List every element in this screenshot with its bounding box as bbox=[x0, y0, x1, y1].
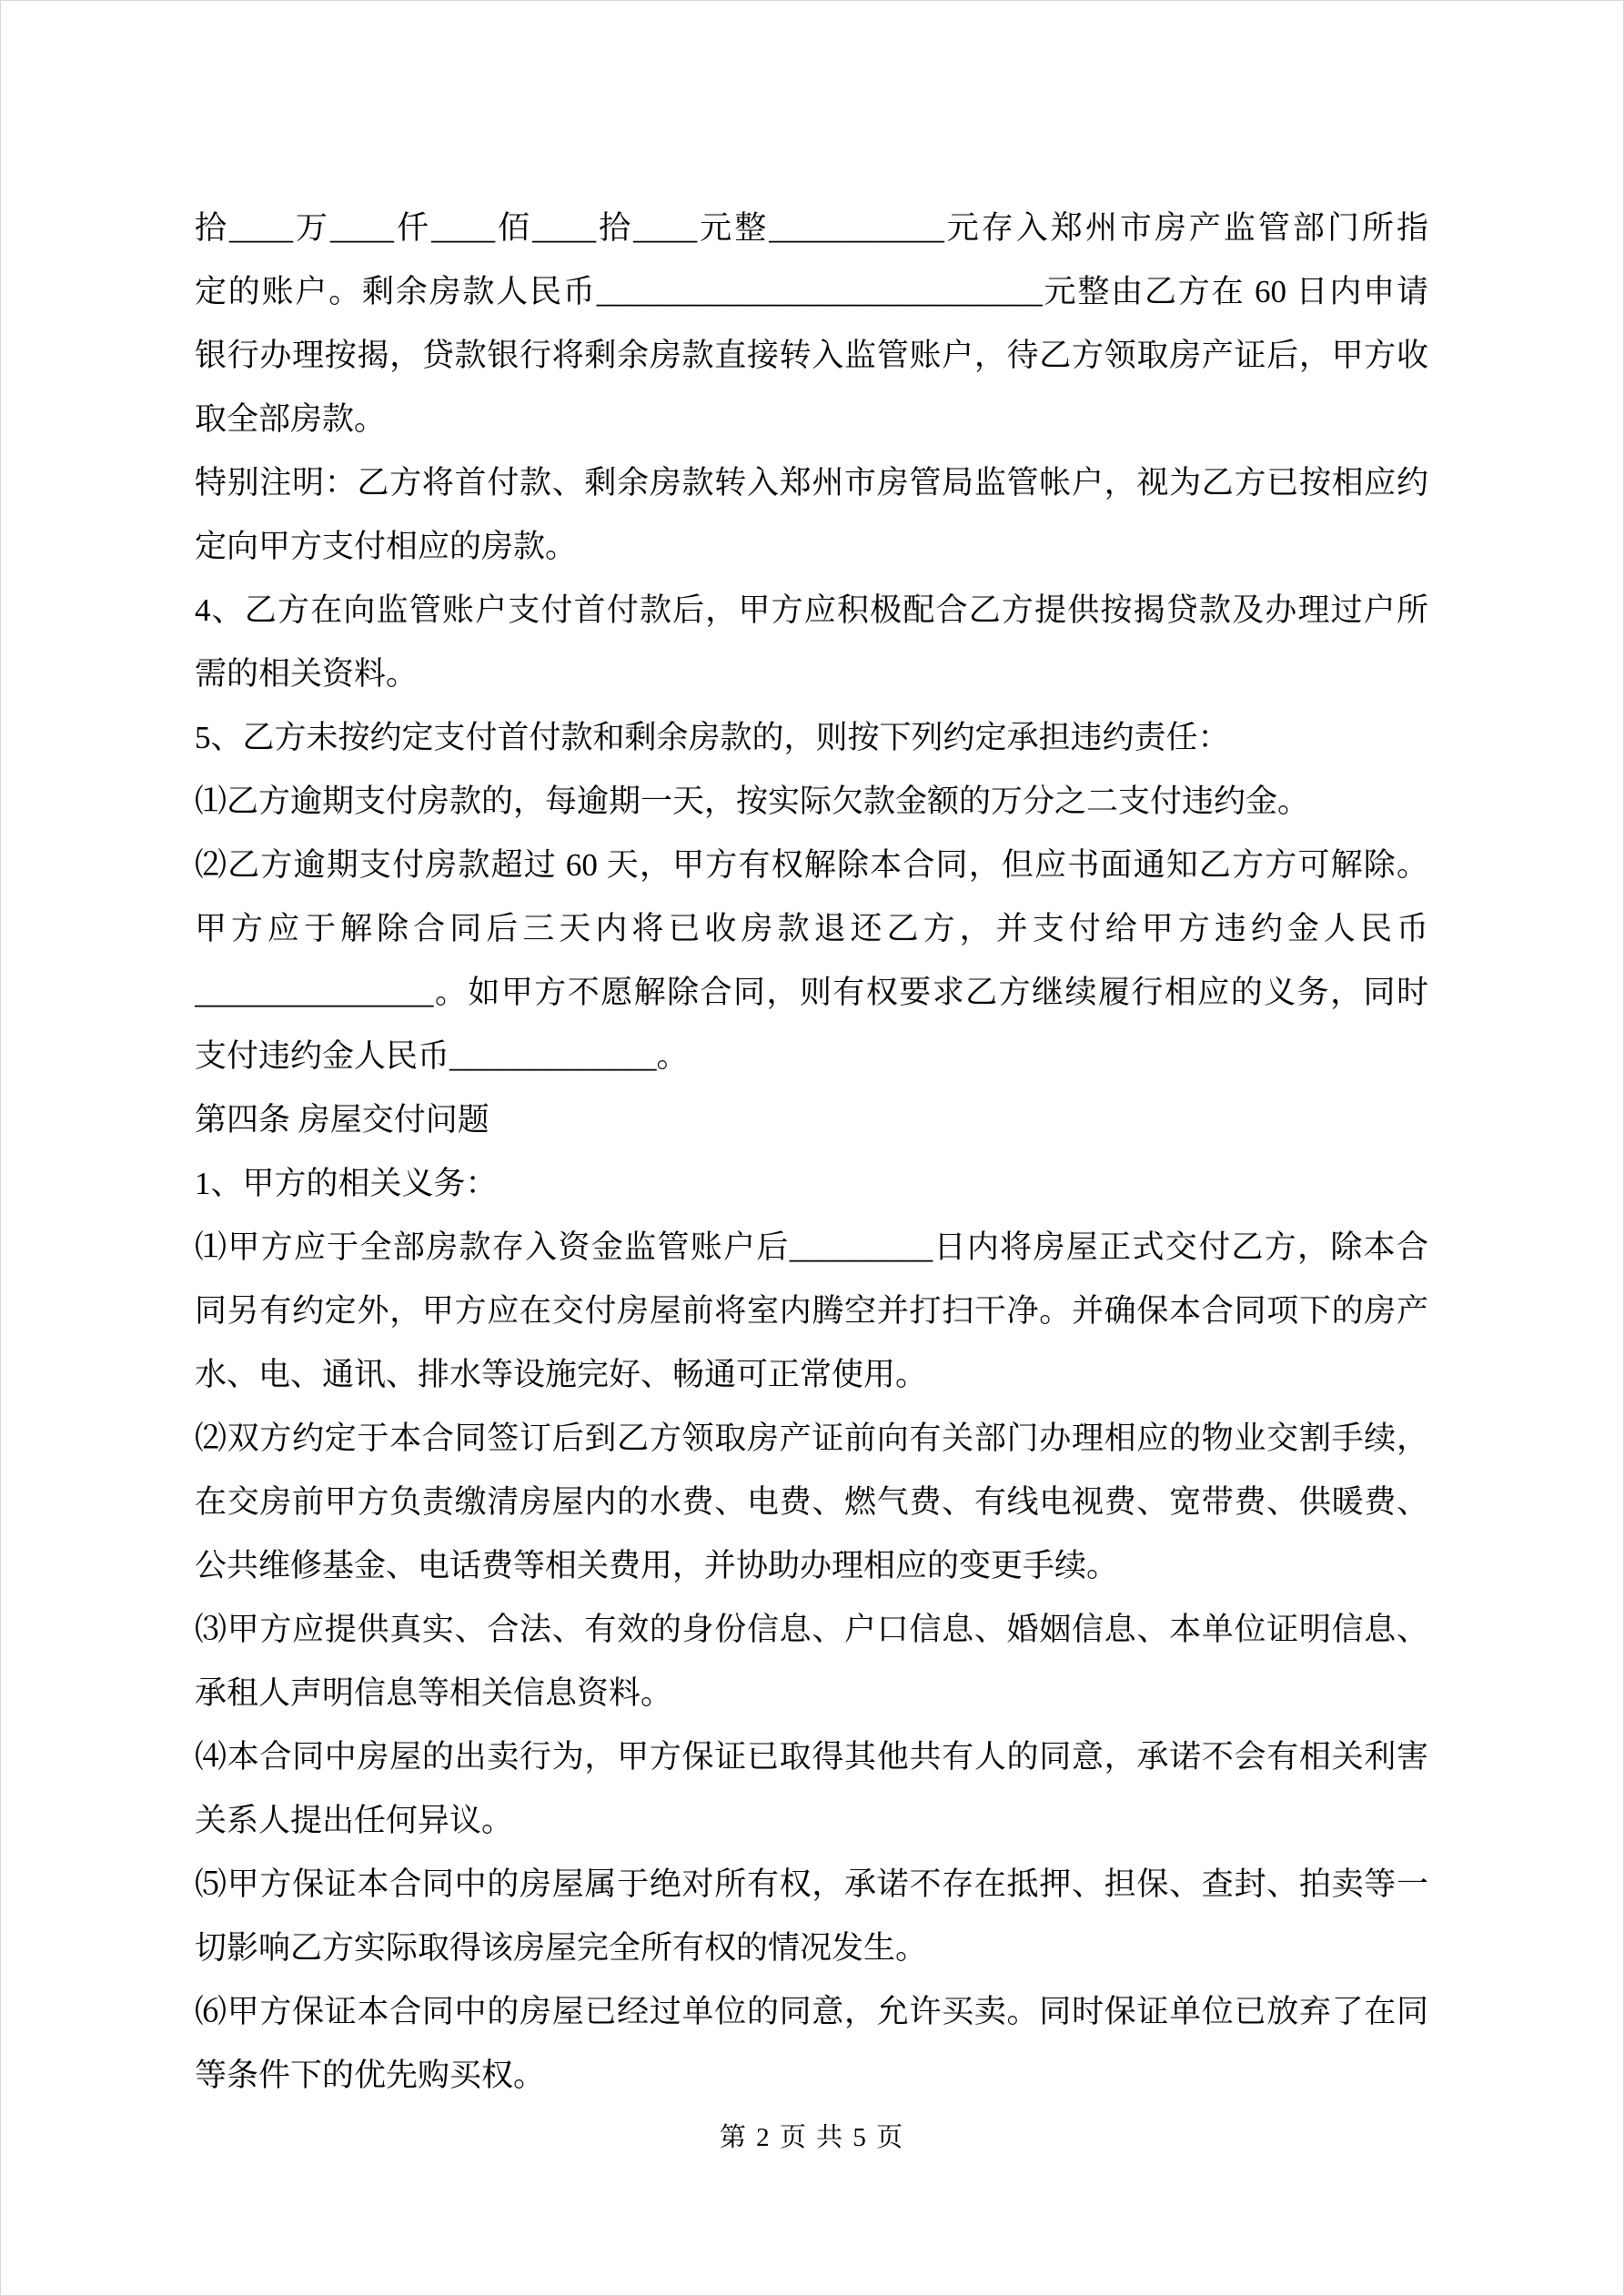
contract-line-clause-4: 4、乙方在向监管账户支付首付款后，甲方应积极配合乙方提供按揭贷款及办理过户所 bbox=[195, 592, 1428, 628]
contract-line-special-note: 特别注明：乙方将首付款、剩余房款转入郑州市房管局监管帐户，视为乙方已按相应约 bbox=[195, 465, 1428, 501]
contract-line-party-a-obligations: 1、甲方的相关义务： bbox=[195, 1166, 498, 1201]
contract-line: 取全部房款。 bbox=[195, 401, 387, 437]
contract-line-item-3-documents: ⑶甲方应提供真实、合法、有效的身份信息、户口信息、婚姻信息、本单位证明信息、 bbox=[195, 1612, 1428, 1647]
contract-line: 甲方应于解除合同后三天内将已收房款退还乙方，并支付给甲方违约金人民币 bbox=[195, 911, 1428, 946]
contract-line-item-6-unit-consent: ⑹甲方保证本合同中的房屋已经过单位的同意，允许买卖。同时保证单位已放弃了在同 bbox=[195, 1994, 1428, 2029]
contract-line: 银行办理按揭，贷款银行将剩余房款直接转入监管账户，待乙方领取房产证后，甲方收 bbox=[195, 338, 1428, 373]
contract-line: 等条件下的优先购买权。 bbox=[195, 2058, 546, 2093]
page-number-footer: 第 2 页 共 5 页 bbox=[719, 2123, 905, 2152]
contract-body bbox=[195, 197, 1428, 2108]
contract-line: 关系人提出任何异议。 bbox=[195, 1803, 514, 1838]
contract-line: 在交房前甲方负责缴清房屋内的水费、电费、燃气费、有线电视费、宽带费、供暖费、 bbox=[195, 1484, 1428, 1520]
contract-line: 定向甲方支付相应的房款。 bbox=[195, 529, 578, 564]
contract-line-item-1-delivery-blank: ⑴甲方应于全部房款存入资金监管账户后_________日内将房屋正式交付乙方，除本合 bbox=[195, 1229, 1428, 1265]
contract-line-item-4-co-owners: ⑷本合同中房屋的出卖行为，甲方保证已取得其他共有人的同意，承诺不会有相关利害 bbox=[195, 1739, 1428, 1775]
contract-line: 切影响乙方实际取得该房屋完全所有权的情况发生。 bbox=[195, 1930, 928, 1966]
contract-line: 水、电、通讯、排水等设施完好、畅通可正常使用。 bbox=[195, 1357, 928, 1392]
section-heading-article-4: 第四条 房屋交付问题 bbox=[195, 1102, 489, 1138]
contract-line-remaining-payment-blank: 定的账户。剩余房款人民币____________________________元整由乙方在 60 日内申请 bbox=[195, 274, 1428, 309]
contract-line-item-1: ⑴乙方逾期支付房款的，每逾期一天，按实际欠款金额的万分之二支付违约金。 bbox=[195, 784, 1310, 819]
contract-line: 需的相关资料。 bbox=[195, 656, 419, 692]
contract-line-penalty-blank-2: 支付违约金人民币_____________。 bbox=[195, 1038, 689, 1074]
contract-line-amount-blanks: 拾____万____仟____佰____拾____元整___________元存入郑州市房产监管部门所指 bbox=[195, 210, 1428, 246]
contract-line-item-2-handover: ⑵双方约定于本合同签订后到乙方领取房产证前向有关部门办理相应的物业交割手续， bbox=[195, 1421, 1428, 1456]
contract-line-item-2: ⑵乙方逾期支付房款超过 60 天，甲方有权解除本合同，但应书面通知乙方方可解除。 bbox=[195, 847, 1428, 883]
contract-line-clause-5: 5、乙方未按约定支付首付款和剩余房款的，则按下列约定承担违约责任： bbox=[195, 720, 1230, 755]
contract-line-item-5-ownership: ⑸甲方保证本合同中的房屋属于绝对所有权，承诺不存在抵押、担保、查封、拍卖等一 bbox=[195, 1866, 1428, 1902]
contract-line: 同另有约定外，甲方应在交付房屋前将室内腾空并打扫干净。并确保本合同项下的房产 bbox=[195, 1293, 1428, 1329]
contract-line-penalty-blank: _______________。如甲方不愿解除合同，则有权要求乙方继续履行相应的义务，同时 bbox=[195, 975, 1428, 1010]
contract-line: 公共维修基金、电话费等相关费用，并协助办理相应的变更手续。 bbox=[195, 1548, 1119, 1583]
contract-line: 承租人声明信息等相关信息资料。 bbox=[195, 1675, 673, 1711]
